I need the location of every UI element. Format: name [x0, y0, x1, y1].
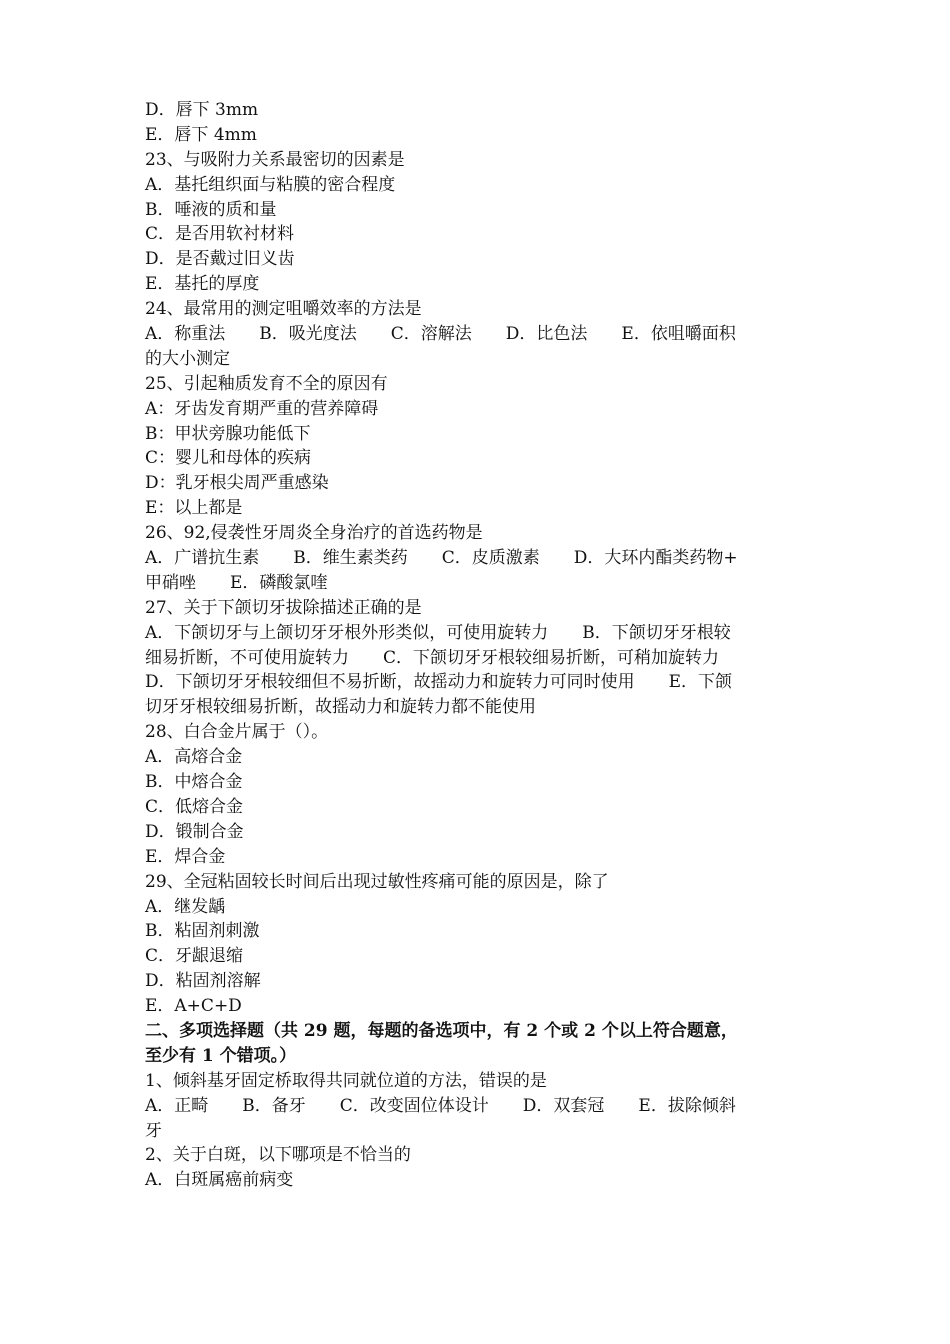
- text-line: 甲硝唑 E．磷酸氯喹: [145, 572, 328, 593]
- text-line: A．白斑属癌前病变: [145, 1170, 294, 1191]
- text-line: D．下颌切牙牙根较细但不易折断，故摇动力和旋转力可同时使用 E．下颌: [145, 672, 733, 693]
- question-stem: 24、最常用的测定咀嚼效率的方法是: [145, 299, 422, 320]
- text-line: E．A+C+D: [145, 996, 242, 1017]
- question-stem: 2、关于白斑，以下哪项是不恰当的: [145, 1145, 411, 1166]
- text-line: D：乳牙根尖周严重感染: [145, 473, 329, 494]
- section-heading: 二、多项选择题（共 29 题，每题的备选项中，有 2 个或 2 个以上符合题意，: [145, 1020, 738, 1041]
- text-line: A．基托组织面与粘膜的密合程度: [145, 174, 396, 195]
- text-line: C．低熔合金: [145, 796, 244, 817]
- question-stem: 28、白合金片属于（）。: [145, 722, 329, 743]
- text-line: A．称重法 B．吸光度法 C．溶解法 D．比色法 E．依咀嚼面积: [145, 324, 736, 345]
- text-line: E．基托的厚度: [145, 274, 260, 295]
- text-line: 细易折断，不可使用旋转力 C．下颌切牙牙根较细易折断，可稍加旋转力: [145, 647, 720, 668]
- text-line: A．高熔合金: [145, 747, 243, 768]
- text-line: B．粘固剂刺激: [145, 921, 260, 942]
- text-line: C．是否用软衬材料: [145, 224, 295, 245]
- question-stem: 29、全冠粘固较长时间后出现过敏性疼痛可能的原因是，除了: [145, 871, 609, 892]
- text-line: E．焊合金: [145, 846, 226, 867]
- question-stem: 1、倾斜基牙固定桥取得共同就位道的方法，错误的是: [145, 1070, 547, 1091]
- question-stem: 27、关于下颌切牙拔除描述正确的是: [145, 597, 422, 618]
- text-line: 的大小测定: [145, 348, 230, 369]
- text-line: A．广谱抗生素 B．维生素类药 C．皮质激素 D．大环内酯类药物+: [145, 548, 738, 569]
- text-line: 牙: [145, 1120, 162, 1141]
- text-line: B：甲状旁腺功能低下: [145, 423, 311, 444]
- text-line: B．中熔合金: [145, 772, 243, 793]
- section-heading: 至少有 1 个错项。）: [145, 1045, 297, 1066]
- document-body: [145, 98, 810, 1193]
- text-line: D．粘固剂溶解: [145, 971, 261, 992]
- text-line: D．是否戴过旧义齿: [145, 249, 295, 270]
- text-line: B．唾液的质和量: [145, 199, 277, 220]
- text-line: D．锻制合金: [145, 821, 244, 842]
- text-line: A．继发龋: [145, 896, 226, 917]
- text-line: 切牙牙根较细易折断，故摇动力和旋转力都不能使用: [145, 697, 536, 718]
- text-line: D．唇下 3mm: [145, 100, 259, 120]
- text-line: C：婴儿和母体的疾病: [145, 448, 312, 469]
- text-line: A．下颌切牙与上颌切牙牙根外形类似，可使用旋转力 B．下颌切牙牙根较: [145, 622, 731, 643]
- question-stem: 25、引起釉质发育不全的原因有: [145, 373, 388, 394]
- text-line: A．正畸 B．备牙 C．改变固位体设计 D．双套冠 E．拔除倾斜: [145, 1095, 736, 1116]
- text-line: E：以上都是: [145, 498, 243, 519]
- text-line: C．牙龈退缩: [145, 946, 244, 967]
- question-stem: 23、与吸附力关系最密切的因素是: [145, 149, 405, 170]
- question-stem: 26、92,侵袭性牙周炎全身治疗的首选药物是: [145, 523, 483, 544]
- text-line: E．唇下 4mm: [145, 124, 257, 145]
- text-line: A：牙齿发育期严重的营养障碍: [145, 398, 379, 419]
